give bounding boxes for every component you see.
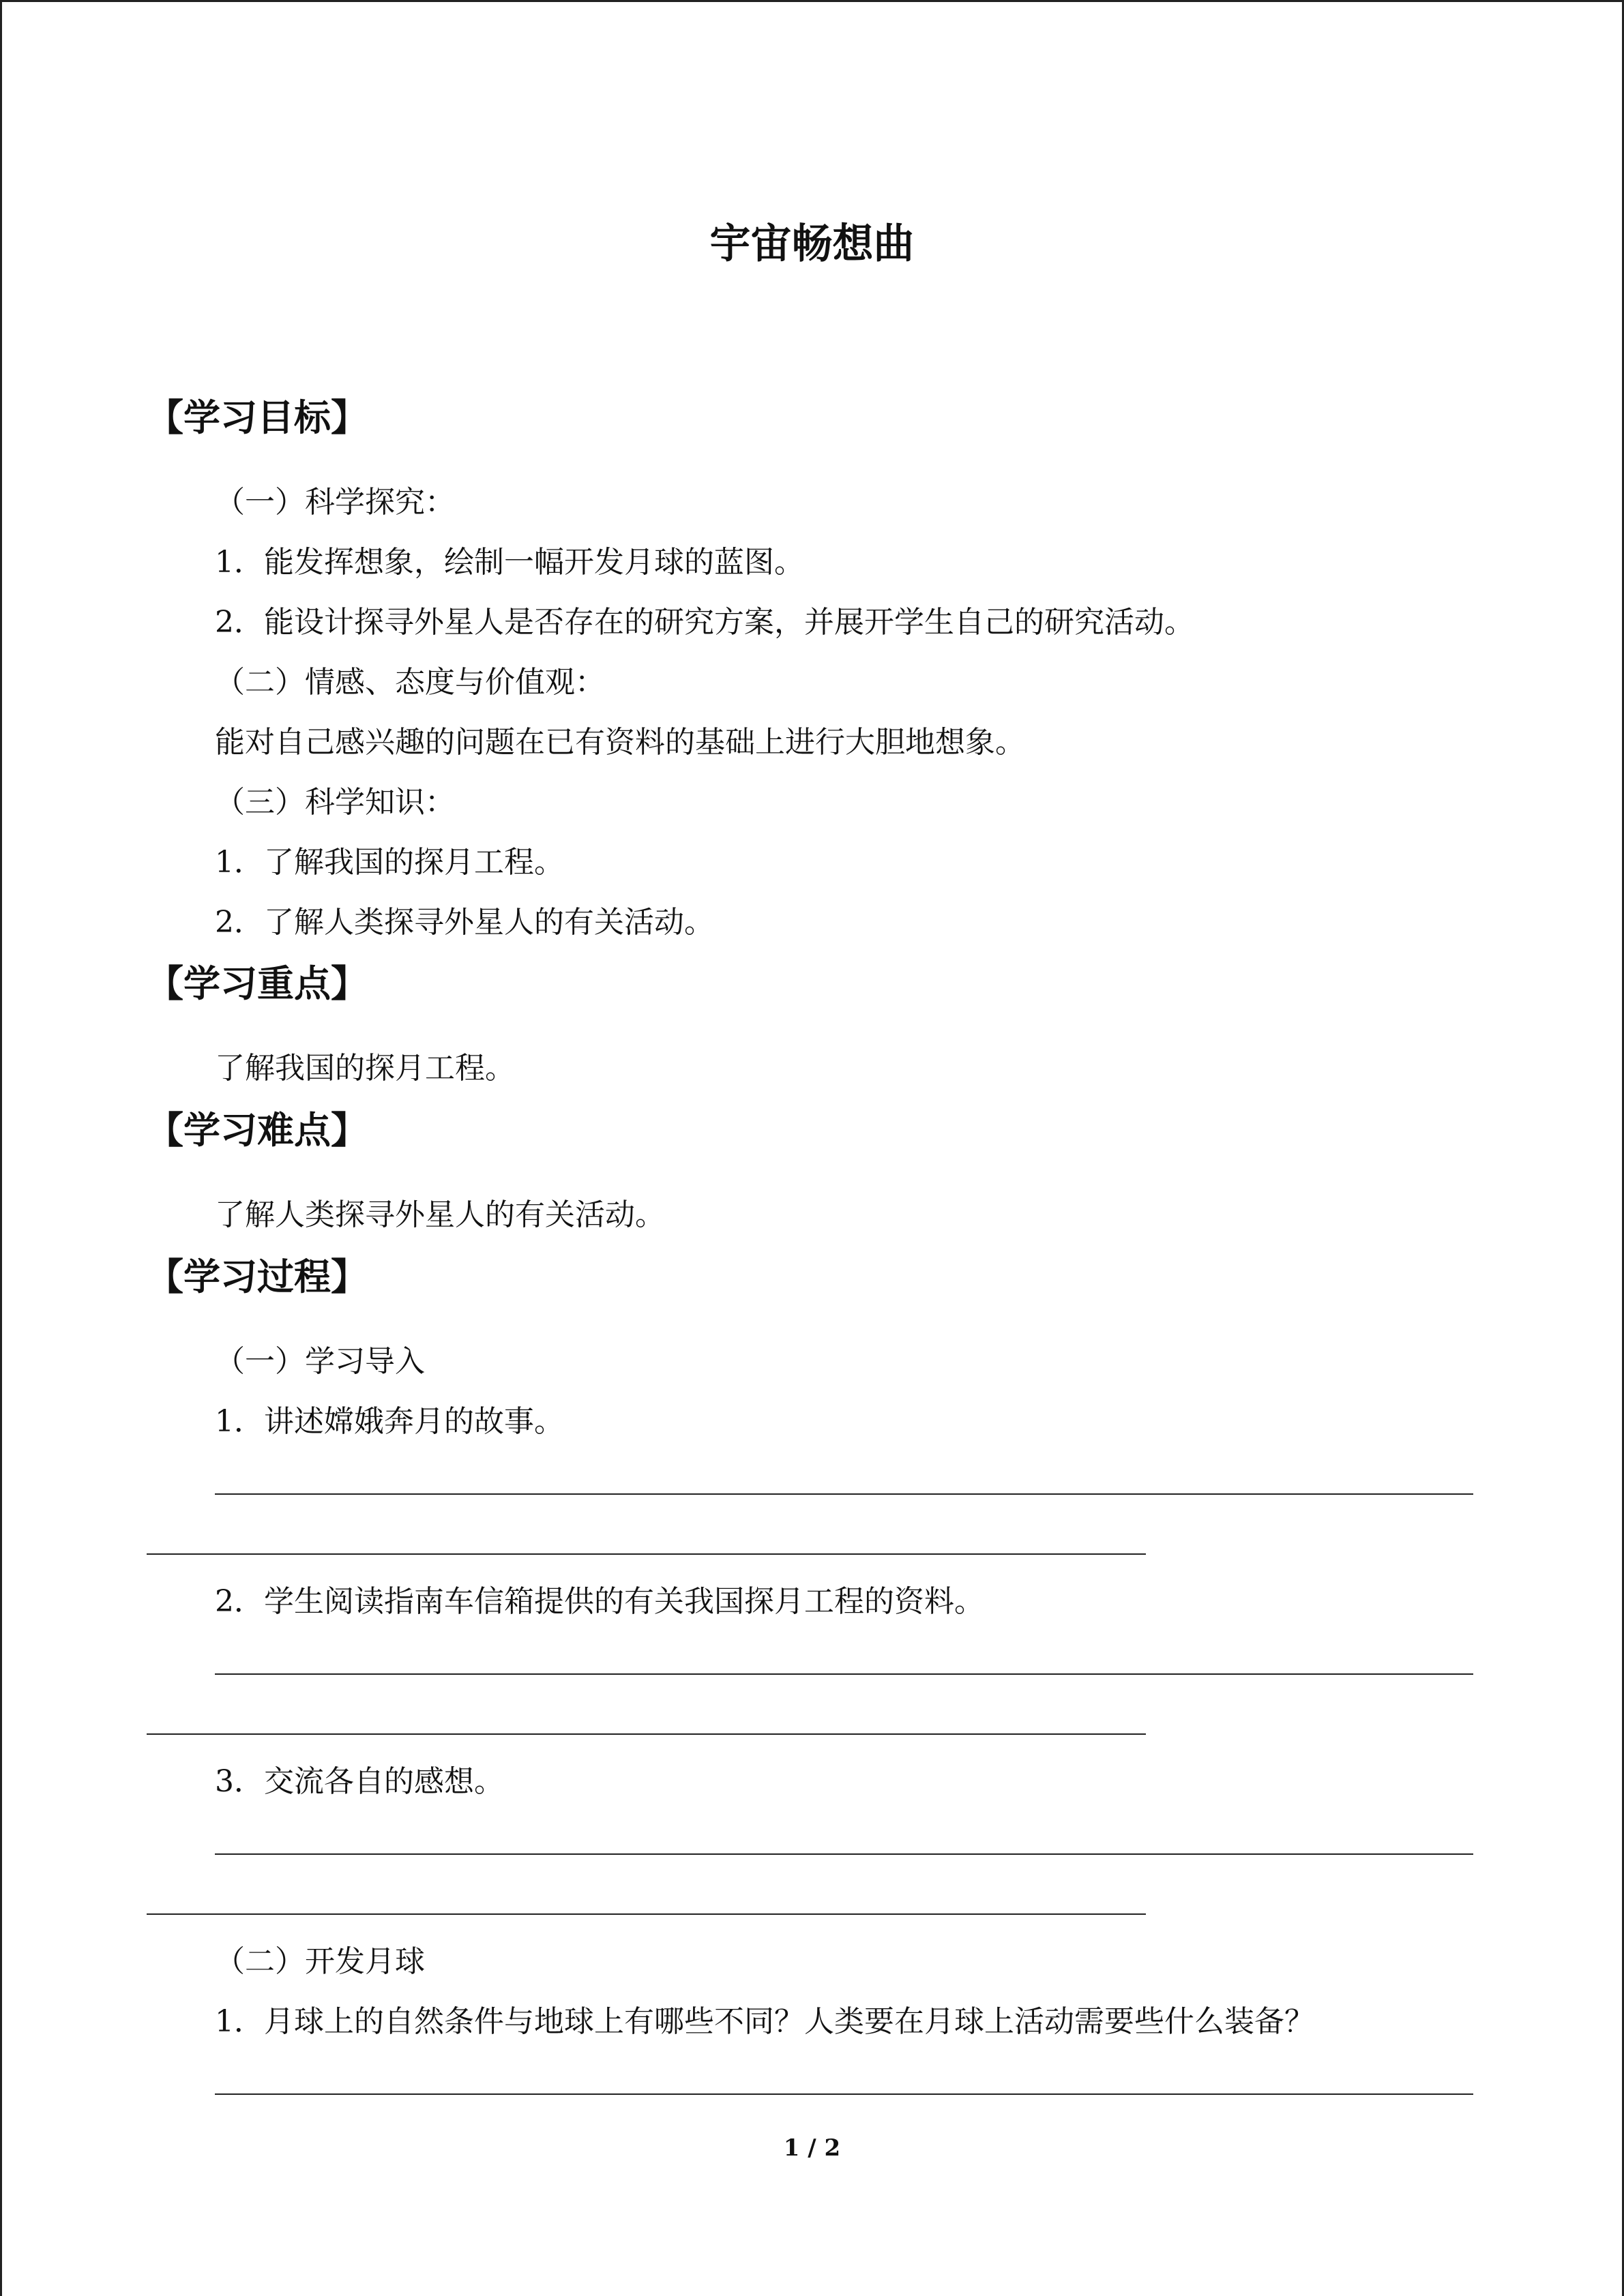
heading-learning-goals: 【学习目标】 [147,396,368,439]
difficulty-line: 了解人类探寻外星人的有关活动。 [215,1197,665,1232]
goal-line: 1．能发挥想象，绘制一幅开发月球的蓝图。 [215,545,804,580]
answer-rule [147,1733,1146,1735]
page-border-left [0,0,2,2296]
document-title: 宇宙畅想曲 [709,220,915,268]
answer-rule [215,2093,1473,2095]
goal-line: （二）情感、态度与价值观： [215,665,605,700]
process-line: 3．交流各自的感想。 [215,1764,504,1799]
heading-difficulties: 【学习难点】 [147,1109,368,1152]
heading-key-points: 【学习重点】 [147,962,368,1005]
goal-line: 能对自己感兴趣的问题在已有资料的基础上进行大胆地想象。 [215,725,1025,760]
goal-line: （三）科学知识： [215,785,455,820]
goal-line: （一）科学探究： [215,485,455,520]
goal-line: 2．了解人类探寻外星人的有关活动。 [215,905,714,940]
page-border-top [0,0,1624,2]
key-point-line: 了解我国的探月工程。 [215,1051,515,1086]
goal-line: 1．了解我国的探月工程。 [215,845,564,880]
process-line: （一）学习导入 [215,1344,425,1379]
answer-rule [215,1673,1473,1675]
answer-rule [147,1553,1146,1555]
process-line: 1．讲述嫦娥奔月的故事。 [215,1404,564,1439]
process-line: 1．月球上的自然条件与地球上有哪些不同？人类要在月球上活动需要些什么装备？ [215,2004,1314,2039]
answer-rule [215,1853,1473,1855]
goal-line: 2．能设计探寻外星人是否存在的研究方案，并展开学生自己的研究活动。 [215,605,1194,640]
process-line: （二）开发月球 [215,1944,425,1979]
answer-rule [215,1493,1473,1495]
page-number: 1 / 2 [783,2134,841,2162]
process-line: 2．学生阅读指南车信箱提供的有关我国探月工程的资料。 [215,1584,984,1619]
heading-learning-process: 【学习过程】 [147,1255,368,1298]
answer-rule [147,1913,1146,1915]
